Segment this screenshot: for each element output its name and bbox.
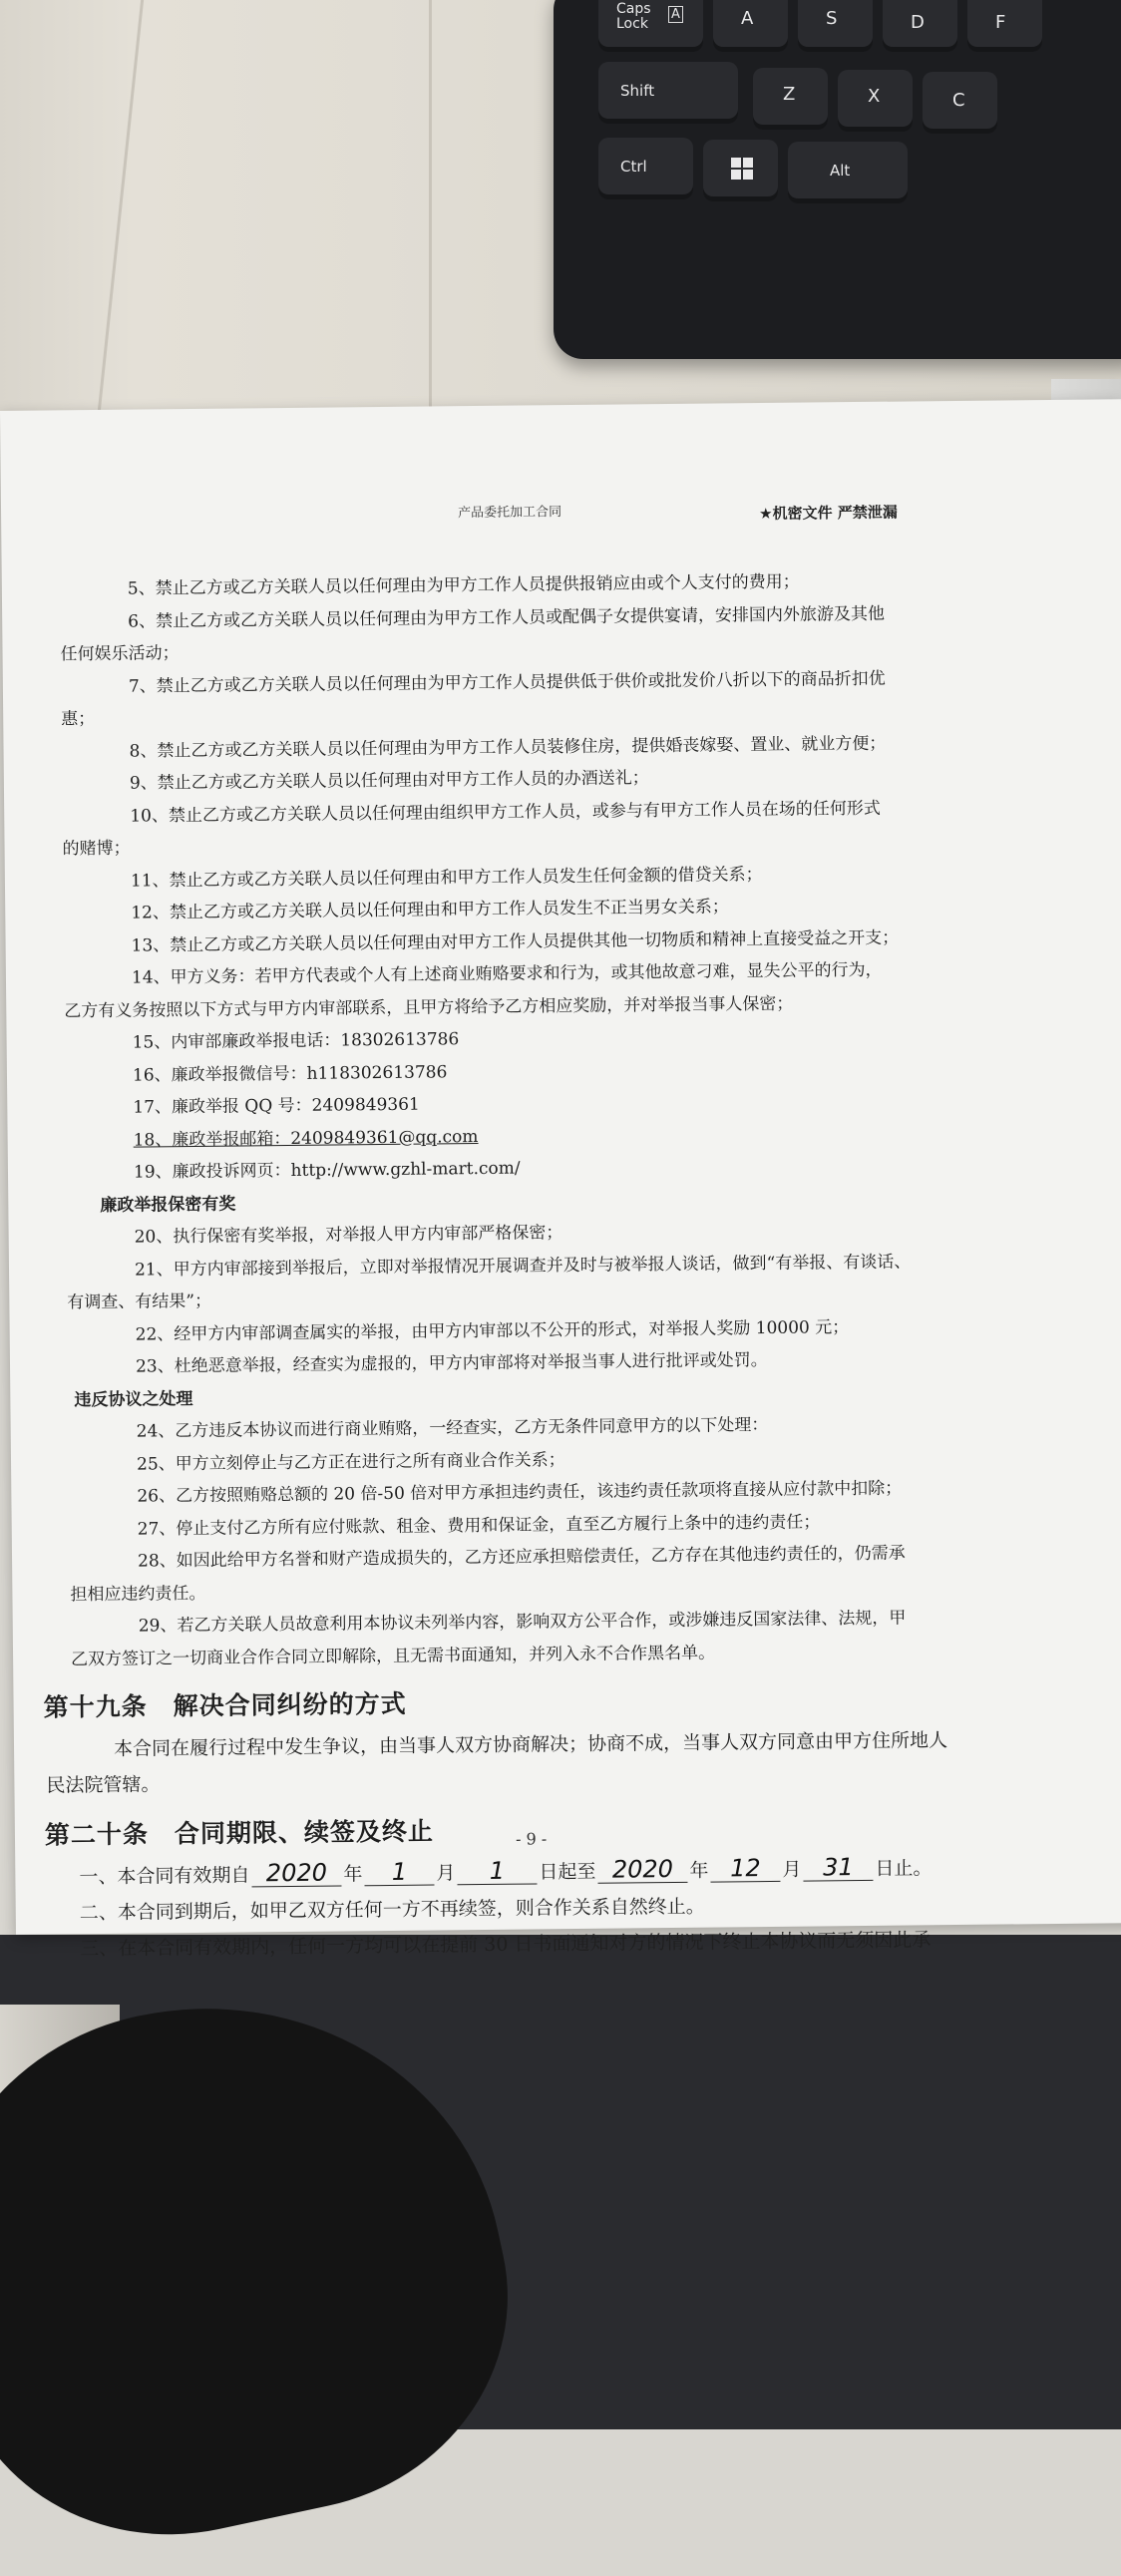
clause-line: 24、乙方违反本协议而进行商业贿赂，一经查实，乙方无条件同意甲方的以下处理： <box>136 1414 769 1442</box>
clause-line: 15、内审部廉政举报电话：18302613786 <box>132 1029 460 1053</box>
key-alt: Alt <box>788 142 908 203</box>
clause-line: 的赌博； <box>62 838 131 860</box>
term-text: 月 <box>782 1858 802 1881</box>
confidential-label: ★机密文件 严禁泄漏 <box>759 503 898 524</box>
clause-line: 17、廉政举报 QQ 号：2409849361 <box>133 1094 420 1118</box>
clause-line: 担相应违约责任。 <box>70 1583 206 1605</box>
term-text: 年 <box>343 1863 363 1886</box>
clause-line: 12、禁止乙方或乙方关联人员以任何理由和甲方工作人员发生不正当男女关系； <box>131 897 729 923</box>
key-ctrl: Ctrl <box>598 138 693 199</box>
clause-line: 10、禁止乙方或乙方关联人员以任何理由组织甲方工作人员，或参与有甲方工作人员在场的任何形式 <box>130 798 881 827</box>
end-day: 31 <box>803 1854 873 1882</box>
article-19-paragraph: 本合同在履行过程中发生争议，由当事人双方协商解决；协商不成，当事人双方同意由甲方住所地人 <box>113 1729 948 1760</box>
clause-line: 8、禁止乙方或乙方关联人员以任何理由为甲方工作人员装修住房，提供婚丧嫁娶、置业、就业方便； <box>129 733 887 762</box>
clause-line: 25、甲方立刻停止与乙方正在进行之所有商业合作关系； <box>136 1449 565 1475</box>
document-body <box>32 563 1044 1967</box>
clause-line: 19、廉政投诉网页：http://www.gzhl-mart.com/ <box>133 1158 521 1183</box>
clause-line: 5、禁止乙方或乙方关联人员以任何理由为甲方工作人员提供报销应由或个人支付的费用； <box>127 571 800 599</box>
clause-line: 9、禁止乙方或乙方关联人员以任何理由对甲方工作人员的办酒送礼； <box>129 768 649 794</box>
term-text: 日起至 <box>539 1860 596 1884</box>
document-page <box>0 399 1121 1961</box>
key-s: S <box>798 0 873 52</box>
page-number: - 9 - <box>515 1829 548 1849</box>
desk-seam <box>95 0 144 439</box>
clause-line: 18、廉政举报邮箱：2409849361@qq.com <box>133 1126 479 1151</box>
term-text: 一、本合同有效期自 <box>79 1864 250 1889</box>
term-text: 月 <box>436 1862 456 1885</box>
key-d: D <box>883 0 957 52</box>
key-caps-lock: Caps Lock A <box>598 0 703 52</box>
clause-line: 22、经甲方内审部调查属实的举报，由甲方内审部以不公开的形式，对举报人奖励 10000 元； <box>135 1316 850 1345</box>
article-19-paragraph: 民法院管辖。 <box>46 1773 161 1797</box>
clause-line: 13、禁止乙方或乙方关联人员以任何理由对甲方工作人员提供其他一切物质和精神上直接受益之开支； <box>131 927 900 956</box>
clause-line: 21、甲方内审部接到举报后，立即对举报情况开展调查并及时与被举报人谈话，做到“有举报、有谈话、 <box>134 1251 912 1281</box>
end-year: 2020 <box>597 1856 687 1884</box>
clause-line: 乙方有义务按照以下方式与甲方内审部联系，且甲方将给予乙方相应奖励，并对举报当事人保密； <box>64 993 794 1021</box>
clause-line: 26、乙方按照贿赂总额的 20 倍-50 倍对甲方承担违约责任，该违约责任款项将直接从应付款中扣除； <box>137 1478 903 1507</box>
article-19-title: 第十九条 解决合同纠纷的方式 <box>43 1688 407 1722</box>
end-month: 12 <box>710 1855 780 1883</box>
start-month: 1 <box>364 1859 434 1887</box>
clause-line: 29、若乙方关联人员故意利用本协议未列举内容，影响双方公平合作，或涉嫌违反国家法律、法规，甲 <box>138 1608 907 1637</box>
clause-line: 乙双方签订之一切商业合作合同立即解除，且无需书面通知，并列入永不合作黑名单。 <box>71 1643 716 1669</box>
clause-line: 惠； <box>61 709 96 730</box>
clause-line: 有调查、有结果”； <box>67 1290 212 1313</box>
start-day: 1 <box>457 1857 537 1885</box>
contract-term-line: 二、本合同到期后，如甲乙双方任何一方不再续签，则合作关系自然终止。 <box>79 1895 705 1925</box>
clause-line: 16、廉政举报微信号：h118302613786 <box>132 1061 448 1086</box>
key-windows <box>703 140 778 201</box>
key-x: X <box>838 70 913 132</box>
clause-line: 14、甲方义务：若甲方代表或个人有上述商业贿赂要求和行为，或其他故意刁难，显失公平的行为， <box>131 959 883 988</box>
term-text: 年 <box>689 1859 709 1882</box>
key-z: Z <box>753 68 828 130</box>
key-shift: Shift <box>598 62 738 124</box>
contract-term-line: 三、在本合同有效期内，任何一方均可以在提前 30 日书面通知对方的情况下终止本协议而无须因此承 <box>80 1929 932 1961</box>
clause-line: 7、禁止乙方或乙方关联人员以任何理由为甲方工作人员提供低于供价或批发价八折以下的商品折扣优 <box>128 668 886 697</box>
key-f: F <box>967 0 1042 52</box>
windows-icon <box>731 158 753 184</box>
clause-line: 11、禁止乙方或乙方关联人员以任何理由和甲方工作人员发生任何金额的借贷关系； <box>130 864 763 892</box>
key-c: C <box>923 72 997 134</box>
clause-line: 6、禁止乙方或乙方关联人员以任何理由为甲方工作人员或配偶子女提供宴请，安排国内外旅游及其他 <box>128 603 886 632</box>
key-a: A <box>713 0 788 52</box>
keyboard <box>554 0 1121 359</box>
subsection-heading: 违反协议之处理 <box>74 1388 193 1410</box>
subsection-heading: 廉政举报保密有奖 <box>100 1194 236 1216</box>
desk-seam <box>429 0 432 439</box>
header-title: 产品委托加工合同 <box>458 505 562 522</box>
article-20-title: 第二十条 合同期限、续签及终止 <box>44 1816 435 1850</box>
term-text: 日止。 <box>875 1857 933 1880</box>
start-year: 2020 <box>251 1859 341 1887</box>
clause-line: 27、停止支付乙方所有应付账款、租金、费用和保证金，直至乙方履行上条中的违约责任； <box>137 1511 821 1540</box>
clause-line: 28、如因此给甲方名誉和财产造成损失的，乙方还应承担赔偿责任，乙方存在其他违约责任的，仍需承 <box>137 1543 906 1572</box>
clause-line: 23、杜绝恶意举报，经查实为虚报的，甲方内审部将对举报当事人进行批评或处罚。 <box>135 1349 768 1377</box>
clause-line: 任何娱乐活动； <box>60 643 180 665</box>
clause-line: 20、执行保密有奖举报，对举报人甲方内审部严格保密； <box>134 1223 563 1248</box>
page-header <box>1 495 1121 547</box>
